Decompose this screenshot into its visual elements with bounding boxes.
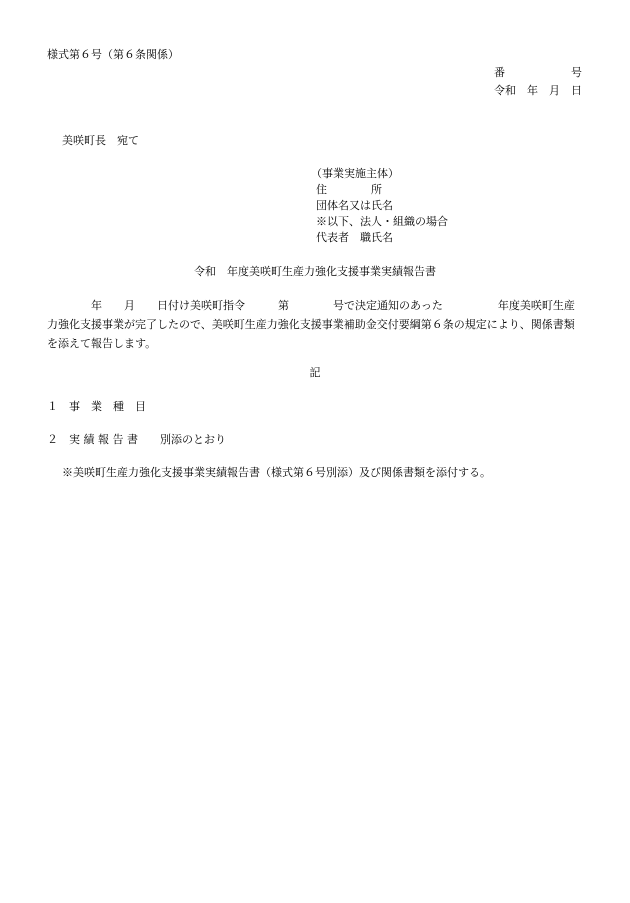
date-label: 令和 年 月 日 [494, 84, 582, 97]
ki-heading: 記 [309, 366, 321, 379]
addressee: 美咲町長 宛て [62, 134, 139, 147]
applicant-address-label: 住 所 [316, 183, 382, 196]
form-number: 様式第６号（第６条関係） [47, 48, 179, 61]
attachment-note: ※美咲町生産力強化支援事業実績報告書（様式第６号別添）及び関係書類を添付する。 [62, 466, 491, 479]
item-report: ２ 実 績 報 告 書 別添のとおり [47, 433, 226, 446]
body-text: 年 月 日付け美咲町指令 第 号で決定通知のあった 年度美咲町生産力強化支援事業が完了したので、美咲町生産力強化支援事業補助金交付要綱第６条の規定により、関係書類を添えて報告します。 [47, 299, 575, 350]
item-business-type: １ 事 業 種 目 [47, 400, 146, 413]
document-number-label: 番 号 [494, 66, 582, 79]
applicant-corp-note: ※以下、法人・組織の場合 [316, 215, 448, 228]
applicant-rep-label: 代表者 職氏名 [316, 231, 393, 244]
applicant-header: （事業実施主体） [311, 167, 399, 180]
document-title: 令和 年度美咲町生産力強化支援事業実績報告書 [194, 265, 436, 278]
applicant-name-label: 団体名又は氏名 [316, 199, 393, 212]
